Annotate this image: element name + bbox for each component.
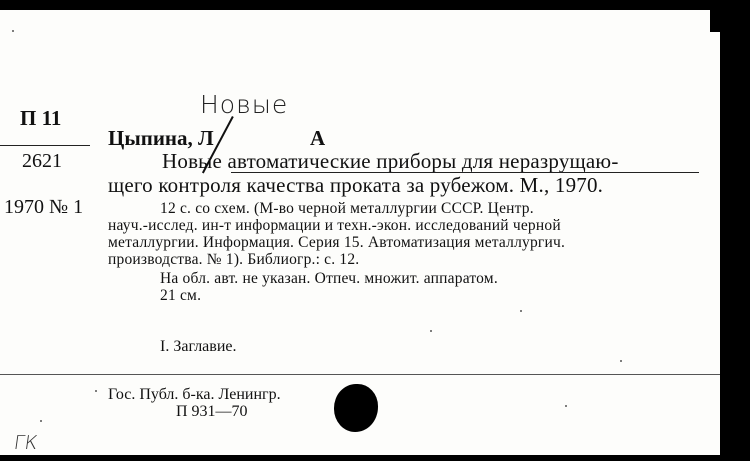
library-code: П 931—70: [176, 403, 248, 420]
handwritten-mark: ГК: [12, 432, 39, 454]
left-rule: [0, 145, 90, 146]
card-number: 2621: [22, 150, 62, 172]
author-initial: А: [310, 126, 326, 150]
catalog-card: [0, 10, 750, 461]
author-name: Цыпина, Л: [108, 126, 214, 150]
handwritten-annotation: Новые: [200, 90, 289, 119]
ink-stamp-blot: [334, 384, 378, 432]
year-issue: 1970 № 1: [4, 196, 84, 218]
library-name: Гос. Публ. б-ка. Ленингр.: [108, 386, 281, 403]
scan-edge-bottom: [0, 455, 750, 461]
divider-rule: [0, 374, 720, 375]
scan-speck: [565, 405, 567, 407]
description-line: 12 с. со схем. (М-во черной металлургии СССР. Центр.: [160, 200, 534, 217]
title-line-1: Новые автоматические приборы для неразрущаю-: [162, 149, 619, 173]
scan-edge-right: [720, 10, 750, 461]
subject-heading: I. Заглавие.: [160, 338, 237, 355]
scan-speck: [430, 330, 432, 332]
scan-speck: [95, 390, 97, 392]
scan-speck: [40, 420, 42, 422]
description-line: На обл. авт. не указан. Отпеч. множит. аппаратом.: [160, 270, 498, 287]
scan-speck: [620, 360, 622, 362]
scan-speck: [520, 310, 522, 312]
description-line: 21 см.: [160, 287, 202, 304]
scan-speck: [12, 30, 14, 32]
description-line: металлургии. Информация. Серия 15. Автоматизация металлургич.: [108, 234, 566, 251]
classification-code: П 11: [20, 106, 62, 130]
description-line: производства. № 1). Библиогр.: с. 12.: [108, 251, 360, 268]
title-line-2: щего контроля качества проката за рубежом. М., 1970.: [108, 173, 604, 197]
description-line: науч.-исслед. ин-т информации и техн.-экон. исследований черной: [108, 217, 561, 234]
